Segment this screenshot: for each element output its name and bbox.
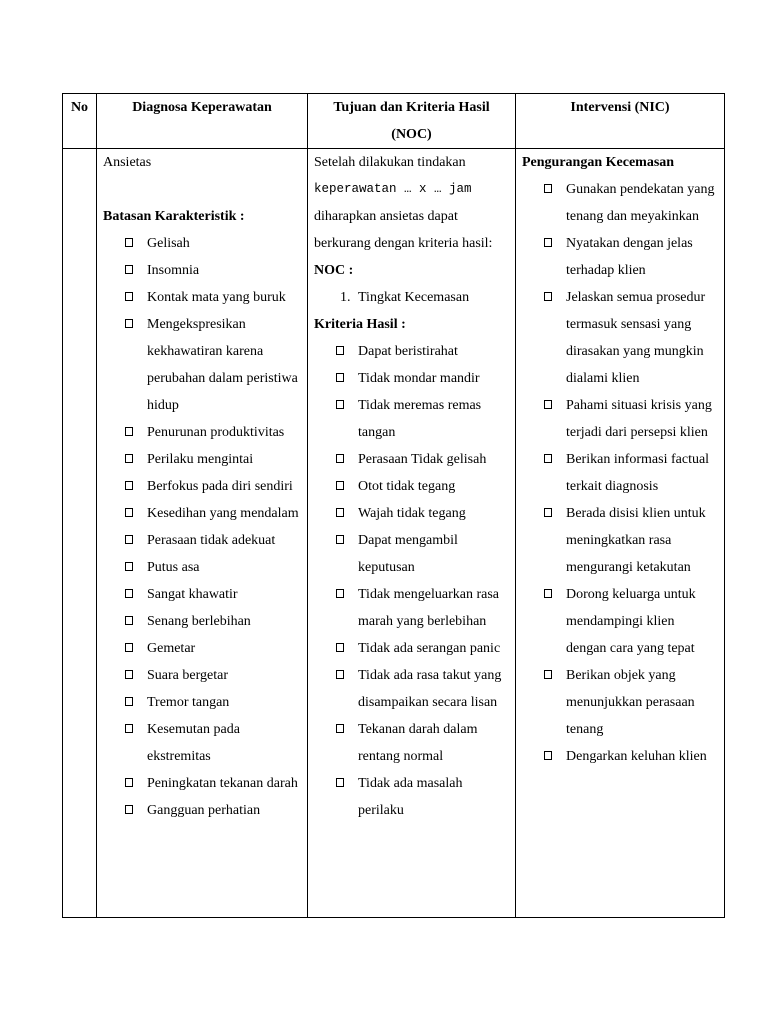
kriteria-item-label: Dapat mengambil keputusan [358, 533, 458, 575]
checkbox-bullet-icon [544, 670, 552, 679]
noc-title: NOC : [314, 263, 354, 278]
batasan-item-label: Suara bergetar [147, 668, 228, 683]
batasan-item [103, 473, 301, 500]
checkbox-bullet-icon [544, 589, 552, 598]
checkbox-bullet-icon [125, 319, 133, 328]
batasan-item-label: Perasaan tidak adekuat [147, 533, 276, 548]
intervensi-item-label: Dorong keluarga untuk mendampingi klien dengan cara yang tepat [566, 587, 696, 656]
kriteria-item [314, 500, 509, 527]
batasan-item-label: Penurunan produktivitas [147, 425, 285, 440]
checkbox-bullet-icon [125, 643, 133, 652]
batasan-item [103, 581, 301, 608]
kriteria-item-label: Tekanan darah dalam rentang normal [358, 722, 478, 764]
batasan-item [103, 797, 301, 824]
checkbox-bullet-icon [125, 265, 133, 274]
kriteria-item [314, 446, 509, 473]
batasan-item [103, 500, 301, 527]
cell-diagnosa [97, 149, 308, 918]
batasan-item-label: Gelisah [147, 236, 190, 251]
tujuan-intro-3: diharapkan ansietas dapat berkurang dengan kriteria hasil: [314, 209, 493, 251]
batasan-item-label: Kesedihan yang mendalam [147, 506, 299, 521]
intervensi-item [522, 176, 718, 230]
checkbox-bullet-icon [125, 562, 133, 571]
kriteria-item [314, 527, 509, 581]
batasan-item-label: Perilaku mengintai [147, 452, 254, 467]
batasan-item-label: Mengekspresikan kekhawatiran karena perubahan dalam peristiwa hidup [147, 317, 298, 413]
kriteria-item-label: Tidak meremas remas tangan [358, 398, 482, 440]
kriteria-item-label: Perasaan Tidak gelisah [358, 452, 487, 467]
intervensi-item-label: Berikan informasi factual terkait diagnosis [566, 452, 710, 494]
checkbox-bullet-icon [544, 184, 552, 193]
tujuan-intro-1: Setelah dilakukan tindakan [314, 155, 466, 170]
kriteria-item [314, 392, 509, 446]
checkbox-bullet-icon [336, 346, 344, 355]
checkbox-bullet-icon [125, 589, 133, 598]
intervensi-item [522, 581, 718, 662]
batasan-item [103, 257, 301, 284]
batasan-item [103, 716, 301, 770]
checkbox-bullet-icon [336, 373, 344, 382]
intervensi-item-label: Nyatakan dengan jelas terhadap klien [566, 236, 693, 278]
checkbox-bullet-icon [125, 508, 133, 517]
intervensi-item [522, 284, 718, 392]
header-diagnosa: Diagnosa Keperawatan [97, 94, 308, 149]
batasan-item-label: Tremor tangan [147, 695, 230, 710]
intervensi-item [522, 662, 718, 743]
checkbox-bullet-icon [336, 454, 344, 463]
batasan-item [103, 527, 301, 554]
intervensi-item [522, 743, 718, 770]
batasan-title: Batasan Karakteristik : [103, 209, 245, 224]
checkbox-bullet-icon [125, 670, 133, 679]
batasan-item-label: Sangat khawatir [147, 587, 238, 602]
batasan-item [103, 689, 301, 716]
kriteria-item [314, 635, 509, 662]
checkbox-bullet-icon [336, 724, 344, 733]
checkbox-bullet-icon [125, 697, 133, 706]
batasan-item-label: Gangguan perhatian [147, 803, 261, 818]
checkbox-bullet-icon [125, 778, 133, 787]
intervensi-item-label: Berada disisi klien untuk meningkatkan rasa mengurangi ketakutan [566, 506, 706, 575]
header-no: No [63, 94, 97, 149]
intervensi-item-label: Berikan objek yang menunjukkan perasaan tenang [566, 668, 695, 737]
cell-no [63, 149, 97, 918]
kriteria-item-label: Tidak mengeluarkan rasa marah yang berlebihan [358, 587, 499, 629]
kriteria-item-label: Tidak ada masalah perilaku [358, 776, 463, 818]
intervensi-list [522, 176, 718, 770]
kriteria-item [314, 770, 509, 824]
noc-list [314, 284, 509, 311]
kriteria-item [314, 662, 509, 716]
kriteria-item-label: Otot tidak tegang [358, 479, 456, 494]
kriteria-item-label: Dapat beristirahat [358, 344, 458, 359]
intervensi-title: Pengurangan Kecemasan [522, 155, 675, 170]
intervensi-item [522, 500, 718, 581]
batasan-item [103, 608, 301, 635]
checkbox-bullet-icon [125, 616, 133, 625]
kriteria-item-label: Tidak ada rasa takut yang disampaikan secara lisan [358, 668, 502, 710]
intervensi-item [522, 392, 718, 446]
kriteria-title: Kriteria Hasil : [314, 317, 406, 332]
checkbox-bullet-icon [336, 778, 344, 787]
checkbox-bullet-icon [125, 454, 133, 463]
batasan-item-label: Kontak mata yang buruk [147, 290, 286, 305]
checkbox-bullet-icon [336, 535, 344, 544]
checkbox-bullet-icon [125, 805, 133, 814]
intervensi-item-label: Gunakan pendekatan yang tenang dan meyakinkan [566, 182, 715, 224]
intervensi-item-label: Dengarkan keluhan klien [566, 749, 707, 764]
batasan-item-label: Senang berlebihan [147, 614, 251, 629]
kriteria-item-label: Tidak mondar mandir [358, 371, 480, 386]
checkbox-bullet-icon [125, 481, 133, 490]
intervensi-item-label: Jelaskan semua prosedur termasuk sensasi yang dirasakan yang mungkin dialami klien [566, 290, 706, 386]
tujuan-intro-2: keperawatan … x … jam [314, 182, 472, 196]
batasan-item-label: Kesemutan pada ekstremitas [147, 722, 240, 764]
kriteria-item [314, 716, 509, 770]
batasan-item [103, 230, 301, 257]
batasan-item [103, 284, 301, 311]
noc-item: 1. Tingkat Kecemasan [354, 284, 509, 311]
batasan-item-label: Gemetar [147, 641, 196, 656]
checkbox-bullet-icon [125, 292, 133, 301]
checkbox-bullet-icon [336, 670, 344, 679]
checkbox-bullet-icon [336, 481, 344, 490]
checkbox-bullet-icon [336, 643, 344, 652]
kriteria-item [314, 581, 509, 635]
kriteria-item [314, 365, 509, 392]
batasan-item [103, 446, 301, 473]
checkbox-bullet-icon [125, 238, 133, 247]
checkbox-bullet-icon [336, 400, 344, 409]
header-intervensi: Intervensi (NIC) [516, 94, 725, 149]
kriteria-list [314, 338, 509, 824]
batasan-item-label: Putus asa [147, 560, 200, 575]
checkbox-bullet-icon [336, 589, 344, 598]
batasan-item-label: Peningkatan tekanan darah [147, 776, 298, 791]
intervensi-item [522, 230, 718, 284]
batasan-item-label: Berfokus pada diri sendiri [147, 479, 293, 494]
intervensi-item-label: Pahami situasi krisis yang terjadi dari persepsi klien [566, 398, 712, 440]
batasan-item-label: Insomnia [147, 263, 200, 278]
table-header-row [63, 94, 725, 149]
kriteria-item-label: Wajah tidak tegang [358, 506, 466, 521]
batasan-item [103, 419, 301, 446]
checkbox-bullet-icon [544, 508, 552, 517]
batasan-item [103, 311, 301, 419]
checkbox-bullet-icon [336, 508, 344, 517]
header-tujuan: Tujuan dan Kriteria Hasil (NOC) [308, 94, 516, 149]
checkbox-bullet-icon [125, 724, 133, 733]
batasan-list [103, 230, 301, 824]
batasan-item [103, 770, 301, 797]
checkbox-bullet-icon [544, 400, 552, 409]
table-row [63, 149, 725, 918]
checkbox-bullet-icon [544, 238, 552, 247]
checkbox-bullet-icon [125, 535, 133, 544]
cell-intervensi [516, 149, 725, 918]
batasan-item [103, 662, 301, 689]
nursing-care-table [62, 93, 725, 918]
cell-tujuan [308, 149, 516, 918]
intervensi-item [522, 446, 718, 500]
checkbox-bullet-icon [544, 751, 552, 760]
checkbox-bullet-icon [544, 454, 552, 463]
kriteria-item-label: Tidak ada serangan panic [358, 641, 501, 656]
kriteria-item [314, 473, 509, 500]
batasan-item [103, 554, 301, 581]
diagnosa-name: Ansietas [103, 155, 152, 170]
checkbox-bullet-icon [544, 292, 552, 301]
batasan-item [103, 635, 301, 662]
kriteria-item [314, 338, 509, 365]
checkbox-bullet-icon [125, 427, 133, 436]
